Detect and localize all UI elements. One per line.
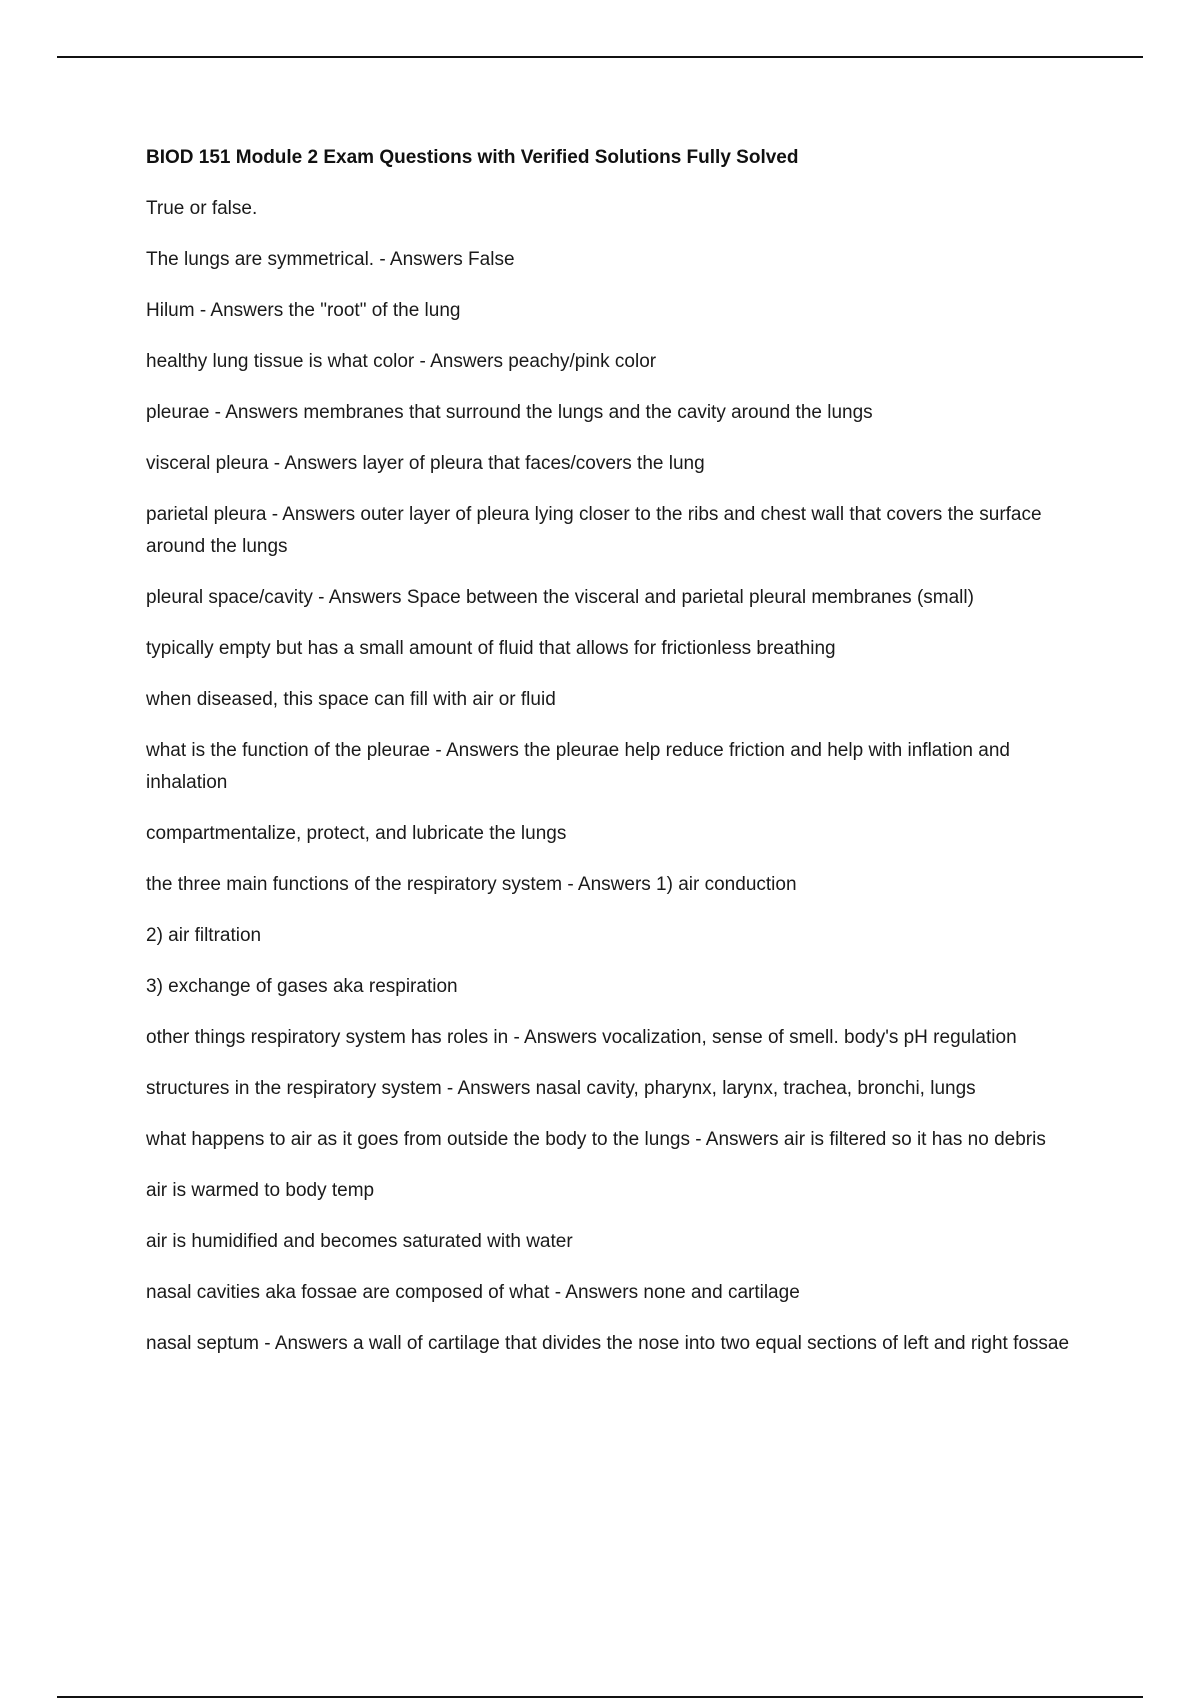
paragraph: visceral pleura - Answers layer of pleura that faces/covers the lung	[146, 453, 705, 474]
paragraph: other things respiratory system has roles in - Answers vocalization, sense of smell. body's pH regulation	[146, 1027, 1017, 1048]
paragraph: what happens to air as it goes from outside the body to the lungs - Answers air is filtered so it has no debris	[146, 1129, 1046, 1150]
paragraph: pleural space/cavity - Answers Space between the visceral and parietal pleural membranes (small)	[146, 587, 974, 608]
paragraph: pleurae - Answers membranes that surround the lungs and the cavity around the lungs	[146, 402, 873, 423]
header-rule	[57, 56, 1143, 58]
paragraph: The lungs are symmetrical. - Answers False	[146, 249, 515, 270]
paragraph: structures in the respiratory system - Answers nasal cavity, pharynx, larynx, trachea, bronchi, lungs	[146, 1078, 976, 1099]
paragraph: healthy lung tissue is what color - Answers peachy/pink color	[146, 351, 657, 372]
paragraph: nasal septum - Answers a wall of cartilage that divides the nose into two equal sections of left and right fossae	[146, 1333, 1070, 1354]
document-title: BIOD 151 Module 2 Exam Questions with Verified Solutions Fully Solved	[146, 147, 799, 168]
paragraph: True or false.	[146, 198, 258, 219]
paragraph: nasal cavities aka fossae are composed of what - Answers none and cartilage	[146, 1282, 800, 1303]
paragraph: parietal pleura - Answers outer layer of pleura lying closer to the ribs and chest wall that covers the surface around the lungs	[146, 504, 1042, 557]
paragraph: when diseased, this space can fill with air or fluid	[146, 689, 556, 710]
paragraph: compartmentalize, protect, and lubricate the lungs	[146, 823, 567, 844]
paragraph: 3) exchange of gases aka respiration	[146, 976, 458, 997]
document-body	[146, 144, 1096, 1379]
paragraph: Hilum - Answers the "root" of the lung	[146, 300, 461, 321]
footer-rule	[57, 1696, 1143, 1698]
paragraph: 2) air filtration	[146, 925, 262, 946]
paragraph: air is warmed to body temp	[146, 1180, 375, 1201]
paragraph: what is the function of the pleurae - Answers the pleurae help reduce friction and help with inflation and inhalation	[146, 740, 1010, 793]
paragraph: the three main functions of the respiratory system - Answers 1) air conduction	[146, 874, 797, 895]
paragraph: typically empty but has a small amount of fluid that allows for frictionless breathing	[146, 638, 836, 659]
paragraph: air is humidified and becomes saturated with water	[146, 1231, 573, 1252]
